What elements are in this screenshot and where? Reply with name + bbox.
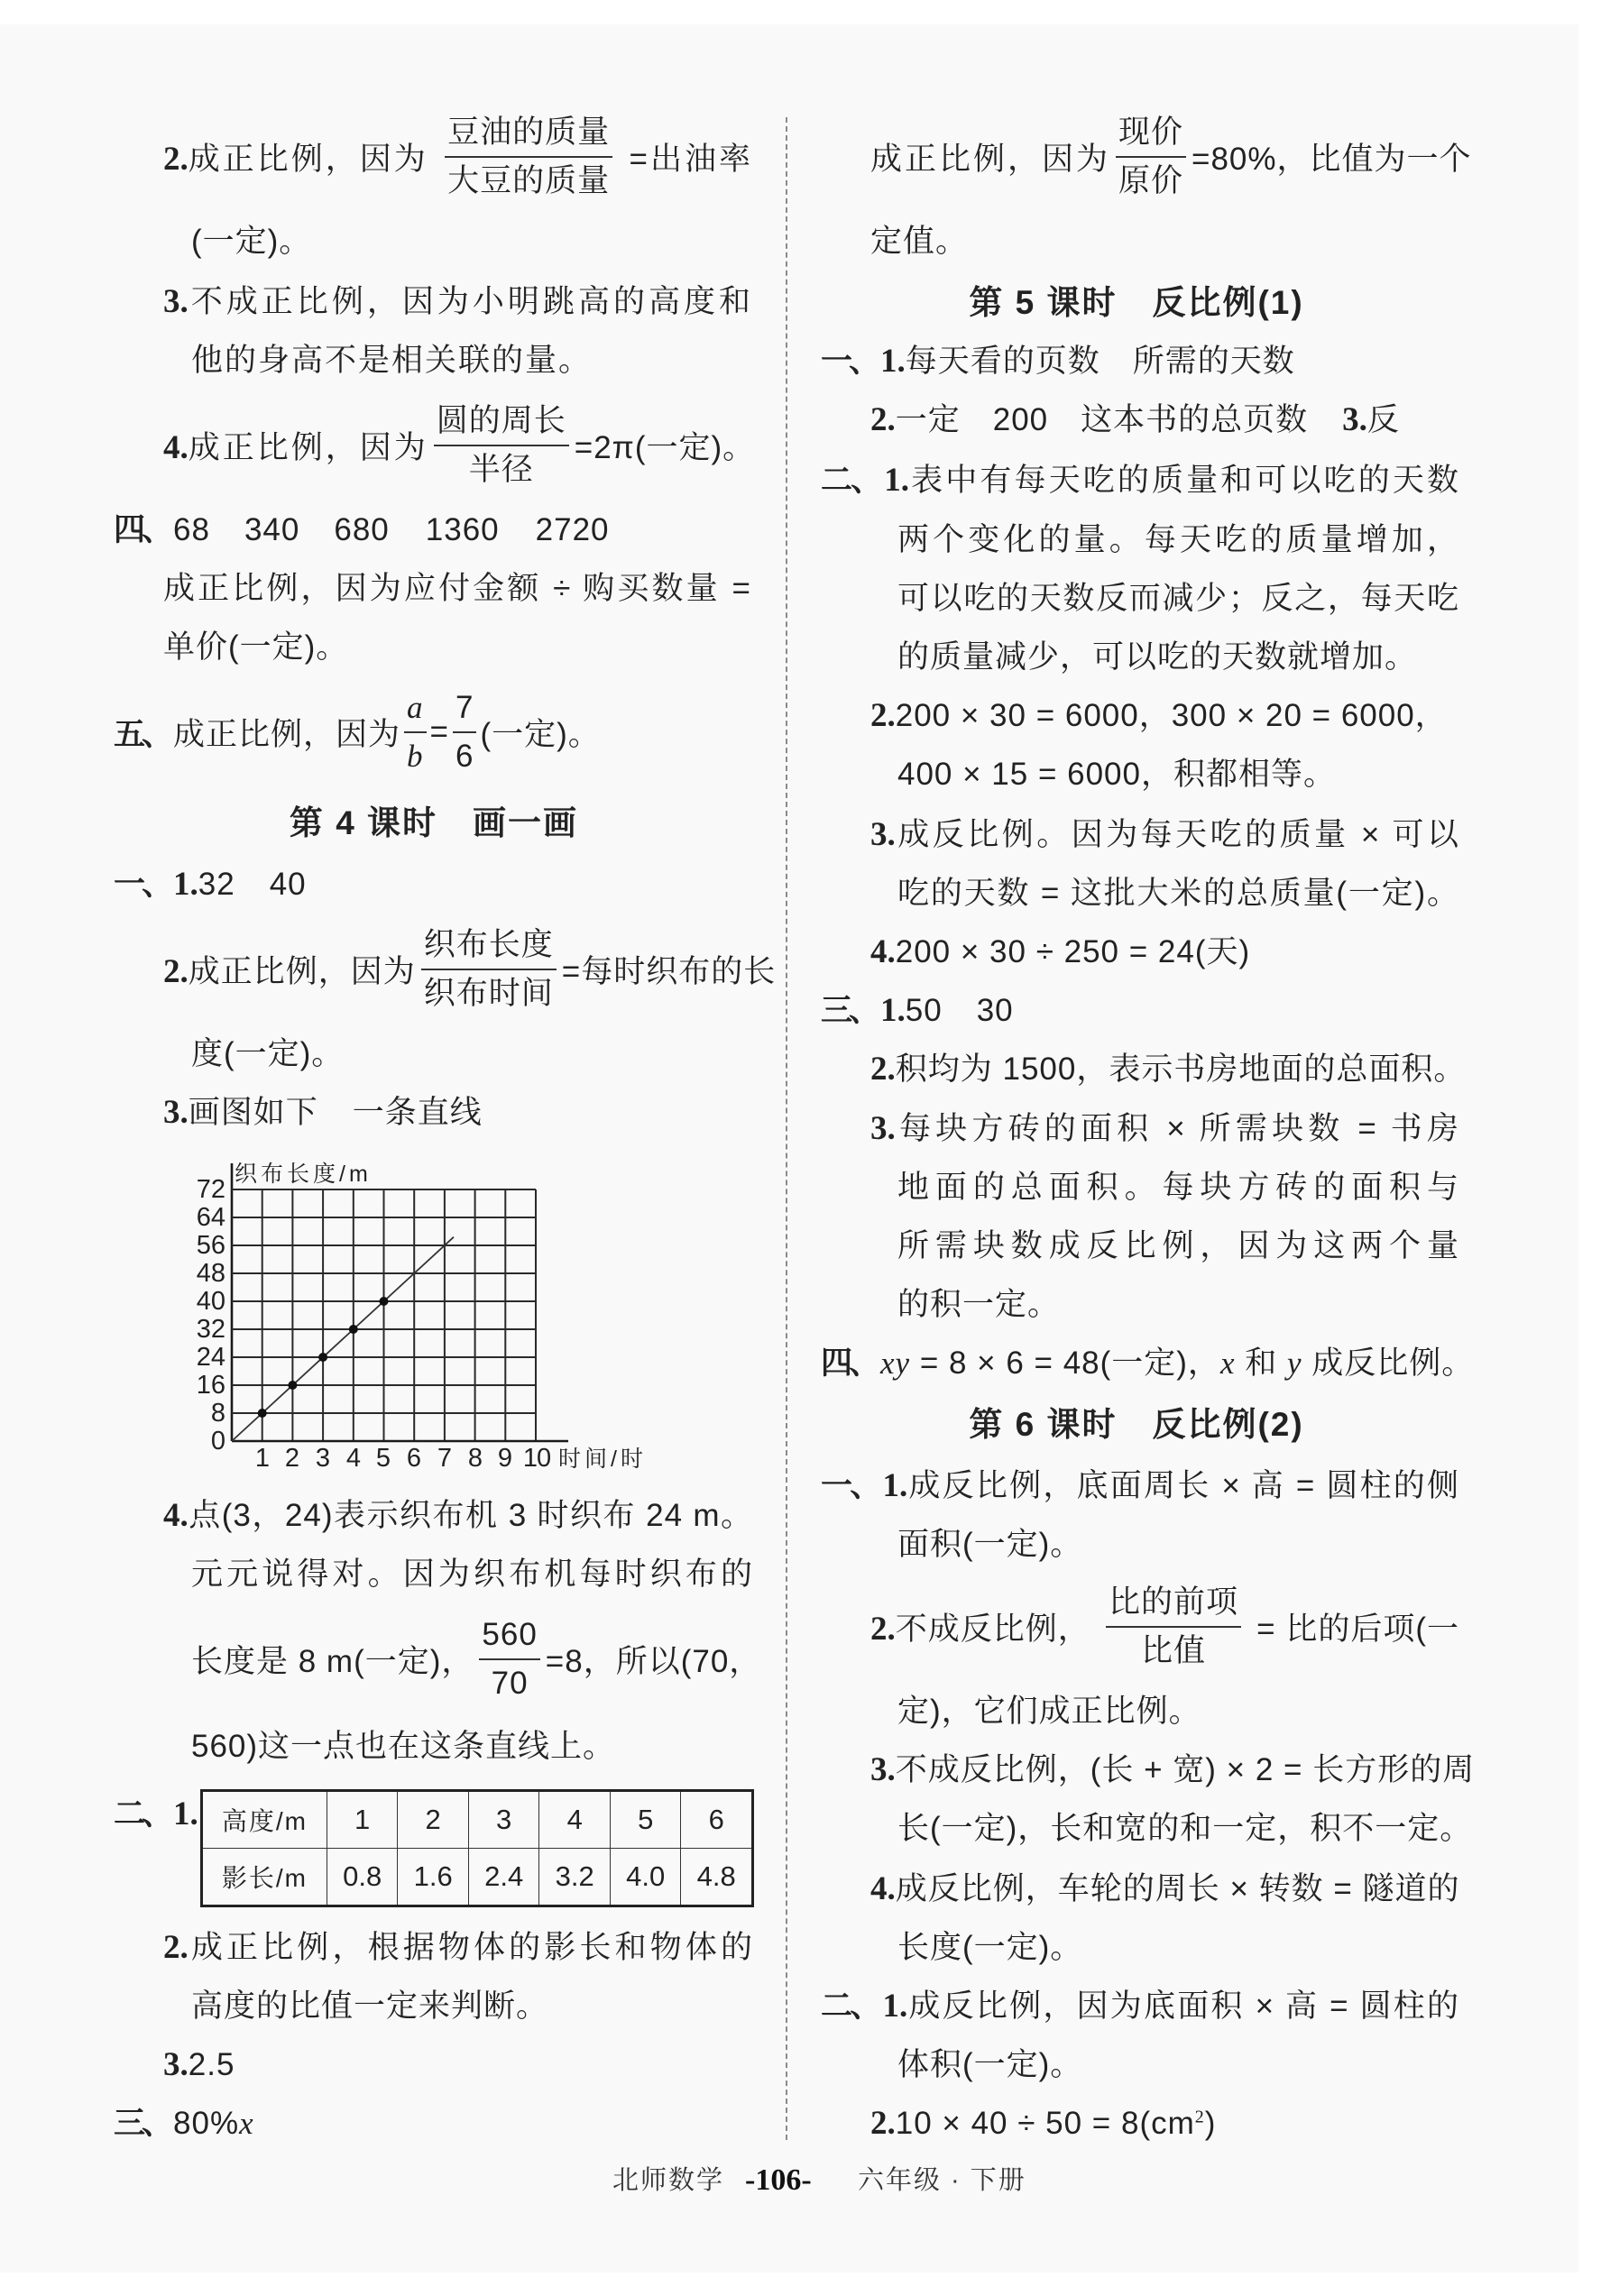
data-point [258, 1409, 267, 1418]
answer-line [870, 689, 1448, 743]
answer-text: 成正比例，因为 [188, 142, 428, 177]
section-number: 五、 [114, 717, 170, 752]
answer-value: 32 [198, 867, 235, 902]
answer-text: (一定)。 [480, 717, 601, 752]
y-tick-label: 8 [210, 1399, 225, 1428]
item-number: 2. [870, 697, 896, 734]
data-point [318, 1353, 327, 1362]
item-number: 4. [163, 429, 189, 466]
answer-text: 不成反比例，(长 + 宽) × 2 = 长方形的周 [895, 1752, 1476, 1787]
answer-line [114, 1787, 198, 1841]
section-number: 一、 [114, 867, 170, 902]
answer-line: 度(一定)。 [191, 1036, 345, 1071]
x-tick-label: 1 [254, 1444, 271, 1473]
y-tick-label: 48 [196, 1259, 225, 1288]
item-number: 4. [163, 1497, 189, 1534]
y-tick-label: 64 [196, 1203, 225, 1232]
column-divider [786, 117, 787, 2140]
answer-text: =80%，比值为一个 [1192, 142, 1472, 177]
answer-text: =出油率 [629, 142, 753, 177]
fraction-denominator: 70 [491, 1666, 529, 1701]
lesson-heading: 第 6 课时 反比例(2) [969, 1406, 1304, 1443]
answer-lead [870, 1604, 1090, 1649]
footer-book-title: 北师数学 [612, 2166, 725, 2195]
y-tick-label: 72 [196, 1175, 225, 1204]
answer-line [163, 915, 777, 1024]
item-number: 3. [870, 816, 896, 853]
table-cell: 2.4 [468, 1849, 539, 1906]
y-tick-label: 24 [196, 1343, 225, 1372]
answer-line [821, 1336, 1475, 1391]
answer-line: 可以吃的天数反而减少；反之，每天吃 [897, 581, 1459, 616]
answer-line [114, 858, 307, 912]
section-number: 三、 [821, 993, 878, 1028]
answer-line [870, 1743, 1476, 1797]
answer-text: 成正比例，根据物体的影长和物体的 [188, 1930, 753, 1965]
x-tick-label: 5 [375, 1444, 391, 1473]
answer-text: 反 [1366, 402, 1400, 437]
fraction-numerator: 现价 [1116, 109, 1186, 158]
answer-line [163, 2038, 235, 2092]
answer-line: 560)这一点也在这条直线上。 [191, 1729, 616, 1764]
table-cell: 0.8 [327, 1849, 398, 1906]
answer-line: 两个变化的量。每天吃的质量增加， [897, 522, 1459, 557]
answer-line: 高度的比值一定来判断。 [191, 1988, 549, 2024]
item-number: 2. [163, 141, 189, 178]
item-number: 1. [882, 1988, 908, 2025]
page-number: -106- [745, 2163, 812, 2197]
table-cell: 1 [327, 1791, 398, 1849]
variable: x [1219, 1345, 1236, 1381]
section-number: 二、 [821, 463, 881, 498]
item-number: 2. [870, 2105, 896, 2142]
item-number: 1. [884, 462, 909, 499]
chart-plot [216, 1154, 577, 1452]
answer-text: 画图如下 [188, 1095, 318, 1130]
item-number: 2. [870, 1611, 896, 1648]
answer-text: 不成正比例，因为小明跳高的高度和 [188, 284, 751, 319]
answer-text: 成反比例。因为每天吃的质量 × 可以 [895, 817, 1459, 852]
section-number: 一、 [821, 1468, 879, 1503]
shadow-length-table [200, 1789, 754, 1907]
variable: x [239, 2106, 254, 2141]
answer-text: 10 × 40 ÷ 50 = 8(cm [895, 2106, 1195, 2141]
row-header: 高度/m [202, 1791, 327, 1849]
answer-line [821, 1979, 1459, 2034]
x-tick-label: 6 [406, 1444, 422, 1473]
answer-line [163, 1086, 483, 1140]
table-cell: 4.0 [610, 1849, 681, 1906]
answer-text: 成反比例。 [1302, 1345, 1475, 1381]
answer-line [821, 984, 1014, 1038]
answer-value: 50 [905, 993, 943, 1028]
x-tick-label: 9 [497, 1444, 513, 1473]
answer-line: 长(一定)，长和宽的和一定，积不一定。 [897, 1811, 1473, 1846]
fraction [434, 398, 569, 493]
fraction [445, 109, 612, 205]
answer-line: 定)，它们成正比例。 [897, 1694, 1201, 1729]
fraction-denominator: 织布时间 [423, 976, 554, 1011]
table-cell: 6 [681, 1791, 753, 1849]
fraction [453, 684, 476, 780]
variable: y [1286, 1345, 1302, 1381]
answer-lead [163, 134, 428, 179]
equals-sign: = [429, 714, 449, 749]
fraction [1116, 109, 1186, 205]
answer-value: 40 [269, 867, 307, 902]
fraction-denominator: 比值 [1140, 1633, 1206, 1668]
answer-line: 所需块数成反比例，因为这两个量 [897, 1228, 1459, 1263]
answer-line [163, 275, 751, 329]
fraction [1106, 1579, 1241, 1675]
x-tick-label: 10 [522, 1444, 551, 1473]
answer-line [870, 2097, 1216, 2151]
data-point [380, 1297, 389, 1306]
answer-value: 80% [173, 2106, 240, 2141]
answer-line: 定值。 [870, 224, 969, 259]
answer-line: 面积(一定)。 [897, 1527, 1083, 1562]
answer-line [821, 1459, 1459, 1513]
item-number: 1. [173, 1795, 198, 1832]
superscript: 2 [1194, 2107, 1205, 2127]
fraction-numerator: 7 [453, 684, 476, 733]
fraction-numerator: a [404, 684, 427, 733]
answer-text: 成反比例，车轮的周长 × 转数 = 隧道的 [895, 1871, 1460, 1906]
row-header: 影长/m [202, 1849, 327, 1906]
table-cell: 2 [398, 1791, 469, 1849]
item-number: 2. [870, 401, 896, 438]
answer-line: 成正比例，因为应付金额 ÷ 购买数量 = [163, 571, 751, 606]
answer-text: 不成反比例， [895, 1612, 1090, 1647]
item-number: 1. [880, 343, 906, 380]
answer-line: 单价(一定)。 [163, 629, 349, 665]
item-number: 2. [163, 1929, 189, 1966]
answer-text: 成反比例，因为底面积 × 高 = 圆柱的 [907, 1988, 1459, 2024]
y-tick-label: 56 [196, 1231, 225, 1260]
answer-text: 200 × 30 ÷ 250 = 24(天) [895, 934, 1251, 969]
fraction-denominator: 半径 [468, 452, 534, 487]
answer-lead [163, 947, 416, 992]
y-axis-label: 织布长度/m [235, 1162, 372, 1187]
fraction-denominator: 6 [455, 739, 474, 774]
plot-area [232, 1163, 568, 1441]
item-number: 3. [870, 1751, 896, 1788]
answer-line: 的质量减少，可以吃的天数就增加。 [897, 639, 1418, 675]
answer-value: 340 [244, 512, 300, 547]
answer-line [870, 1862, 1459, 1916]
item-number: 4. [870, 933, 896, 970]
table-row [202, 1791, 753, 1849]
fraction-denominator: b [407, 739, 424, 774]
footer-grade: 六年级 · 下册 [858, 2166, 1026, 2195]
answer-line [114, 678, 601, 786]
answer-line: 吃的天数 = 这批大米的总质量(一定)。 [897, 876, 1459, 911]
section-number: 二、 [114, 1796, 170, 1832]
answer-text: 200 × 30 = 6000，300 × 20 = 6000， [895, 698, 1448, 733]
answer-text: 点(3，24)表示织布机 3 时织布 24 m。 [188, 1498, 753, 1533]
answer-line: 长度(一定)。 [897, 1930, 1083, 1965]
answer-text: 成反比例，底面周长 × 高 = 圆柱的侧 [907, 1468, 1459, 1503]
answer-line: 地面的总面积。每块方砖的面积与 [897, 1170, 1459, 1205]
answer-text: 成正比例，因为 [188, 430, 428, 465]
answer-text: = 比的后项(一 [1256, 1612, 1459, 1647]
x-axis-label: 时间/时 [558, 1446, 647, 1472]
y-tick-label: 40 [196, 1287, 225, 1316]
table-cell: 4.8 [681, 1849, 753, 1906]
fraction-numerator: 比的前项 [1106, 1579, 1241, 1628]
section-number: 四、 [821, 1345, 878, 1381]
section-number: 一、 [821, 344, 878, 379]
table-cell: 4 [539, 1791, 611, 1849]
answer-text: 成正比例，因为 [188, 954, 416, 989]
answer-line [163, 1489, 753, 1543]
item-number: 3. [870, 1110, 896, 1147]
answer-line [821, 335, 1295, 389]
item-number: 2. [870, 1051, 896, 1088]
answer-text: 一条直线 [352, 1095, 483, 1130]
item-number: 1. [173, 866, 198, 903]
answer-line [114, 2097, 254, 2151]
x-tick-label: 7 [437, 1444, 453, 1473]
data-point [349, 1325, 358, 1334]
y-tick-label: 32 [196, 1315, 225, 1344]
answer-value: 2.5 [188, 2047, 235, 2082]
answer-value: 68 [173, 512, 210, 547]
table-cell: 5 [610, 1791, 681, 1849]
fraction [421, 922, 557, 1017]
answer-text: 每块方砖的面积 × 所需块数 = 书房 [895, 1111, 1459, 1146]
answer-line [114, 503, 610, 557]
answer-line [870, 393, 1400, 447]
answer-lead [163, 423, 428, 468]
table-cell: 3.2 [539, 1849, 611, 1906]
x-tick-label: 8 [467, 1444, 483, 1473]
x-tick-label: 2 [284, 1444, 300, 1473]
answer-line [870, 1102, 1459, 1156]
answer-line [821, 454, 1459, 508]
answer-text: ) [1204, 2106, 1217, 2141]
answer-line: 元元说得对。因为织布机每时织布的 [191, 1557, 753, 1592]
answer-line [163, 103, 753, 211]
answer-text: =8，所以(70， [545, 1644, 762, 1679]
fraction [479, 1612, 539, 1707]
section-number: 二、 [821, 1988, 879, 2024]
table-cell: 3 [468, 1791, 539, 1849]
answer-text: 长度是 8 m(一定)， [191, 1644, 474, 1679]
answer-text: 成正比例，因为 [870, 142, 1111, 177]
fraction-denominator: 大豆的质量 [447, 163, 611, 198]
answer-value: 30 [976, 993, 1014, 1028]
answer-text: 和 [1235, 1345, 1287, 1381]
fraction [404, 684, 427, 780]
answer-line: 400 × 15 = 6000，积都相等。 [897, 757, 1336, 792]
section-number: 四、 [114, 512, 170, 547]
fraction-numerator: 织布长度 [421, 922, 557, 970]
answer-line: 他的身高不是相关联的量。 [191, 343, 593, 378]
answer-line [191, 1605, 762, 1713]
y-tick-label: 16 [196, 1371, 225, 1400]
answer-value: 680 [334, 512, 390, 547]
table-cell: 1.6 [398, 1849, 469, 1906]
answer-line [870, 103, 1472, 211]
answer-text: = 8 × 6 = 48(一定)， [910, 1345, 1220, 1381]
fraction-numerator: 560 [479, 1612, 539, 1660]
variable: xy [880, 1345, 911, 1381]
answer-text: 成正比例，因为 [173, 717, 401, 752]
answer-line [870, 1573, 1459, 1681]
data-point [288, 1381, 297, 1390]
answer-text: 每天看的页数 所需的天数 [905, 344, 1295, 379]
answer-value: 1360 [425, 512, 500, 547]
fraction-denominator: 原价 [1118, 163, 1184, 198]
item-number: 2. [163, 953, 189, 990]
y-tick-label: 0 [210, 1427, 225, 1456]
answer-line [163, 391, 756, 500]
answer-line [870, 1042, 1467, 1097]
fraction-numerator: 圆的周长 [434, 398, 569, 446]
lesson-heading: 第 4 课时 画一画 [289, 804, 579, 841]
item-number: 1. [882, 1467, 908, 1504]
answer-line: 的积一定。 [897, 1287, 1061, 1322]
answer-line [163, 1921, 753, 1975]
answer-line: (一定)。 [191, 224, 312, 259]
item-number: 1. [880, 992, 906, 1029]
answer-text: 一定 200 这本书的总页数 [895, 402, 1309, 437]
answer-text: 积均为 1500，表示书房地面的总面积。 [895, 1052, 1467, 1087]
item-number: 4. [870, 1870, 896, 1907]
lesson-heading: 第 5 课时 反比例(1) [969, 284, 1304, 321]
item-number: 3. [1342, 401, 1367, 438]
answer-line [870, 808, 1459, 862]
item-number: 3. [163, 1094, 189, 1131]
item-number: 3. [163, 2046, 189, 2083]
answer-text: 表中有每天吃的质量和可以吃的天数 [909, 463, 1459, 498]
answer-line [870, 925, 1250, 979]
answer-line: 体积(一定)。 [897, 2047, 1083, 2082]
answer-text: =2π(一定)。 [574, 430, 756, 465]
answer-value: 2720 [535, 512, 610, 547]
table-row [202, 1849, 753, 1906]
answer-text: =每时织布的长 [561, 954, 777, 989]
x-tick-label: 4 [345, 1444, 362, 1473]
x-tick-label: 3 [315, 1444, 331, 1473]
item-number: 3. [163, 283, 189, 320]
section-number: 三、 [114, 2106, 170, 2141]
fraction-numerator: 豆油的质量 [445, 109, 612, 158]
